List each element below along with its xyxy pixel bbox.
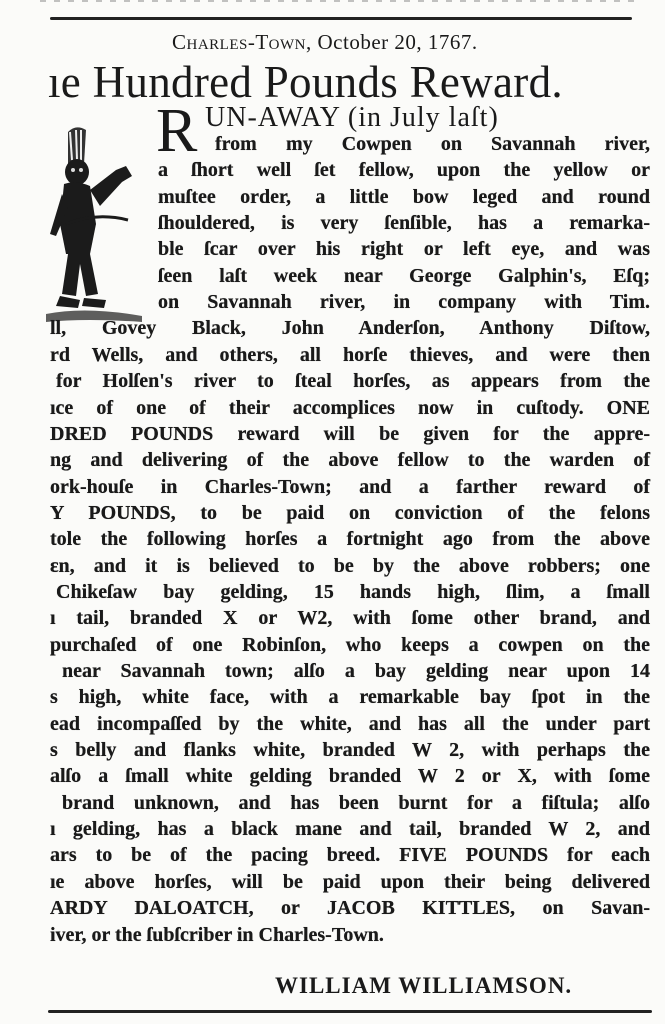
headline: ıe Hundred Pounds Reward. <box>48 57 563 107</box>
notice-line: alſo a ſmall white gelding branded W 2 or X, with ſome <box>50 765 650 788</box>
notice-line: ɛn, and it is believed to be by the above robbers; one <box>50 554 650 577</box>
notice-line: Chikeſaw bay gelding, 15 hands high, ſlim, a ſmall <box>56 580 650 603</box>
notice-line: rd Wells, and others, all horſe thieves, and were then <box>50 343 650 366</box>
notice-line: DRED POUNDS reward will be given for the appre- <box>50 422 650 445</box>
notice-line: tole the following horſes a fortnight ago from the above <box>50 528 650 551</box>
notice-line: on Savannah river, in company with Tim. <box>158 291 650 314</box>
notice-line: from my Cowpen on Savannah river, <box>215 133 650 155</box>
notice-line: ble ſcar over his right or left eye, and was <box>158 238 650 261</box>
notice-line: Y POUNDS, to be paid on conviction of the felons <box>50 501 650 524</box>
notice-line: ll, Govey Black, John Anderſon, Anthony Diſtow, <box>50 317 650 340</box>
notice-line: s belly and flanks white, branded W 2, with perhaps the <box>50 739 650 762</box>
notice-line: for Holſen's river to ſteal horſes, as appears from the <box>56 370 650 393</box>
runaway-figure-woodcut-icon <box>46 124 142 330</box>
top-divider-rule <box>50 17 632 20</box>
notice-line: ı tail, branded X or W2, with ſome other brand, and <box>50 607 650 630</box>
dateline-place: Charles-Town <box>172 30 306 54</box>
notice-line: ıce of one of their accomplices now in cuſtody. ONE <box>50 396 650 419</box>
notice-line: ork-houſe in Charles-Town; and a farther reward of <box>50 475 650 498</box>
notice-line: muſtee order, a little bow leged and round <box>158 185 650 208</box>
notice-line: ARDY DALOATCH, or JACOB KITTLES, on Savan- <box>50 897 650 920</box>
notice-line: brand unknown, and has been burnt for a fiſtula; alſo <box>62 791 650 814</box>
notice-line: ſeen laſt week near George Galphin's, Eſq; <box>158 264 650 287</box>
notice-line: iver, or the ſubſcriber in Charles-Town. <box>50 923 384 946</box>
notice-line: near Savannah town; alſo a bay gelding near upon 14 <box>62 660 650 682</box>
dateline <box>172 30 478 54</box>
notice-line: a ſhort well ſet fellow, upon the yellow or <box>158 159 650 182</box>
dateline-date: , October 20, 1767. <box>306 30 478 54</box>
notice-line: ead incompaſſed by the white, and has all the under part <box>50 712 650 735</box>
notice-opening: UN-AWAY (in July laſt) <box>205 102 499 133</box>
previous-item-fragment <box>40 0 640 2</box>
notice-line: ıe above horſes, will be paid upon their being delivered <box>50 870 650 893</box>
notice-line: ſhouldered, is very ſenſible, has a remarka- <box>158 212 650 235</box>
notice-line: ars to be of the pacing breed. FIVE POUNDS for each <box>50 844 650 867</box>
notice-line: s high, white face, with a remarkable bay ſpot in the <box>50 686 650 709</box>
signature: WILLIAM WILLIAMSON. <box>275 973 573 998</box>
notice-line: ı gelding, has a black mane and tail, branded W 2, and <box>50 818 650 841</box>
notice-line: ng and delivering of the above fellow to the warden of <box>50 449 650 472</box>
bottom-divider-rule <box>48 1010 652 1013</box>
notice-line: purchaſed of one Robinſon, who keeps a cowpen on the <box>50 633 650 656</box>
drop-cap: R <box>156 97 198 165</box>
